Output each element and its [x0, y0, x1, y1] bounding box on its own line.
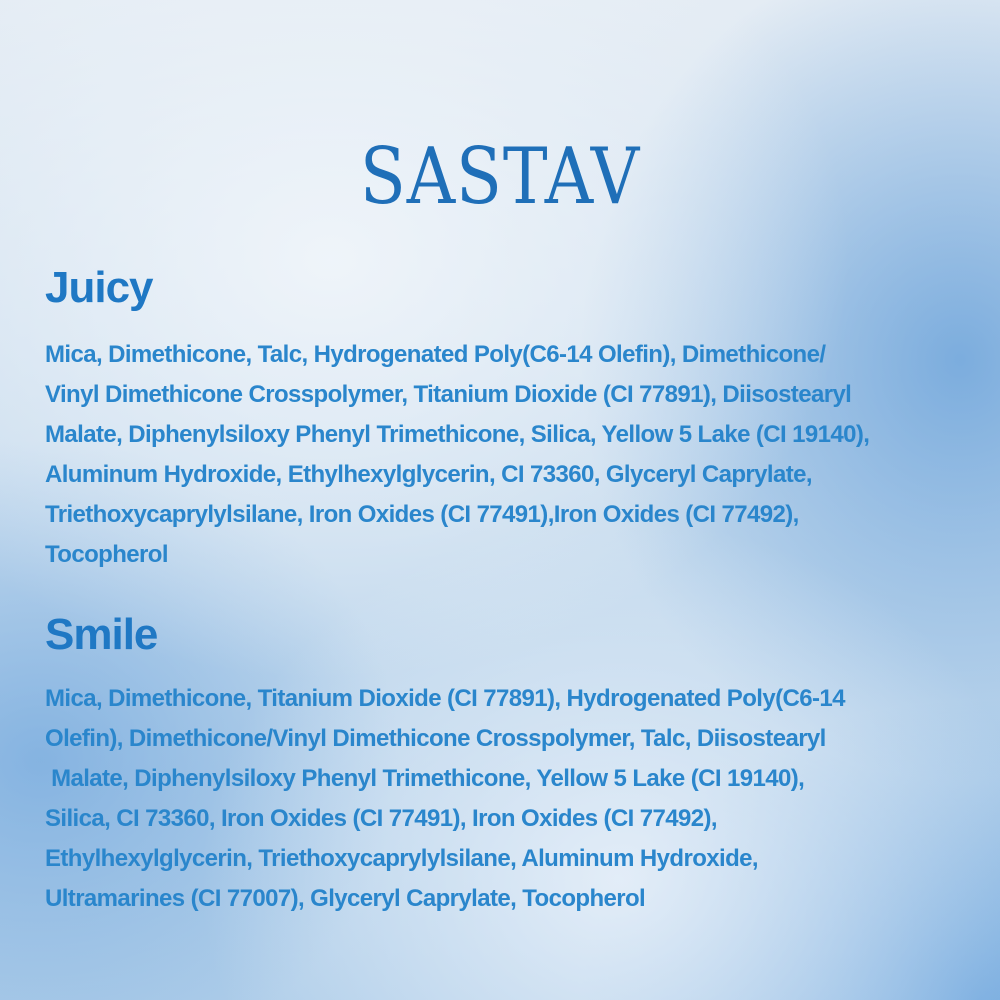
ingredient-line: Olefin), Dimethicone/Vinyl Dimethicone Crosspolymer, Talc, Diisostearyl — [45, 725, 826, 752]
ingredient-line: Malate, Diphenylsiloxy Phenyl Trimethicone, Yellow 5 Lake (CI 19140), — [45, 765, 805, 792]
ingredient-line: Ultramarines (CI 77007), Glyceryl Caprylate, Tocopherol — [45, 885, 646, 912]
ingredient-line: Tocopherol — [45, 541, 168, 568]
section-title-smile: Smile — [45, 610, 158, 659]
brand-title: SASTAV — [359, 132, 641, 222]
ingredient-list-juicy — [45, 335, 985, 575]
section-title-juicy: Juicy — [45, 263, 153, 312]
ingredient-list-smile — [45, 679, 985, 919]
ingredient-line: Ethylhexylglycerin, Triethoxycaprylylsilane, Aluminum Hydroxide, — [45, 845, 758, 872]
ingredient-line: Mica, Dimethicone, Titanium Dioxide (CI 77891), Hydrogenated Poly(C6-14 — [45, 685, 845, 712]
ingredient-line: Triethoxycaprylylsilane, Iron Oxides (CI 77491),Iron Oxides (CI 77492), — [45, 501, 799, 528]
ingredient-line: Mica, Dimethicone, Talc, Hydrogenated Poly(C6-14 Olefin), Dimethicone/ — [45, 341, 826, 368]
ingredient-line: Aluminum Hydroxide, Ethylhexylglycerin, CI 73360, Glyceryl Caprylate, — [45, 461, 812, 488]
ingredient-line: Malate, Diphenylsiloxy Phenyl Trimethicone, Silica, Yellow 5 Lake (CI 19140), — [45, 421, 870, 448]
ingredient-line: Silica, CI 73360, Iron Oxides (CI 77491), Iron Oxides (CI 77492), — [45, 805, 717, 832]
ingredient-line: Vinyl Dimethicone Crosspolymer, Titanium Dioxide (CI 77891), Diisostearyl — [45, 381, 852, 408]
